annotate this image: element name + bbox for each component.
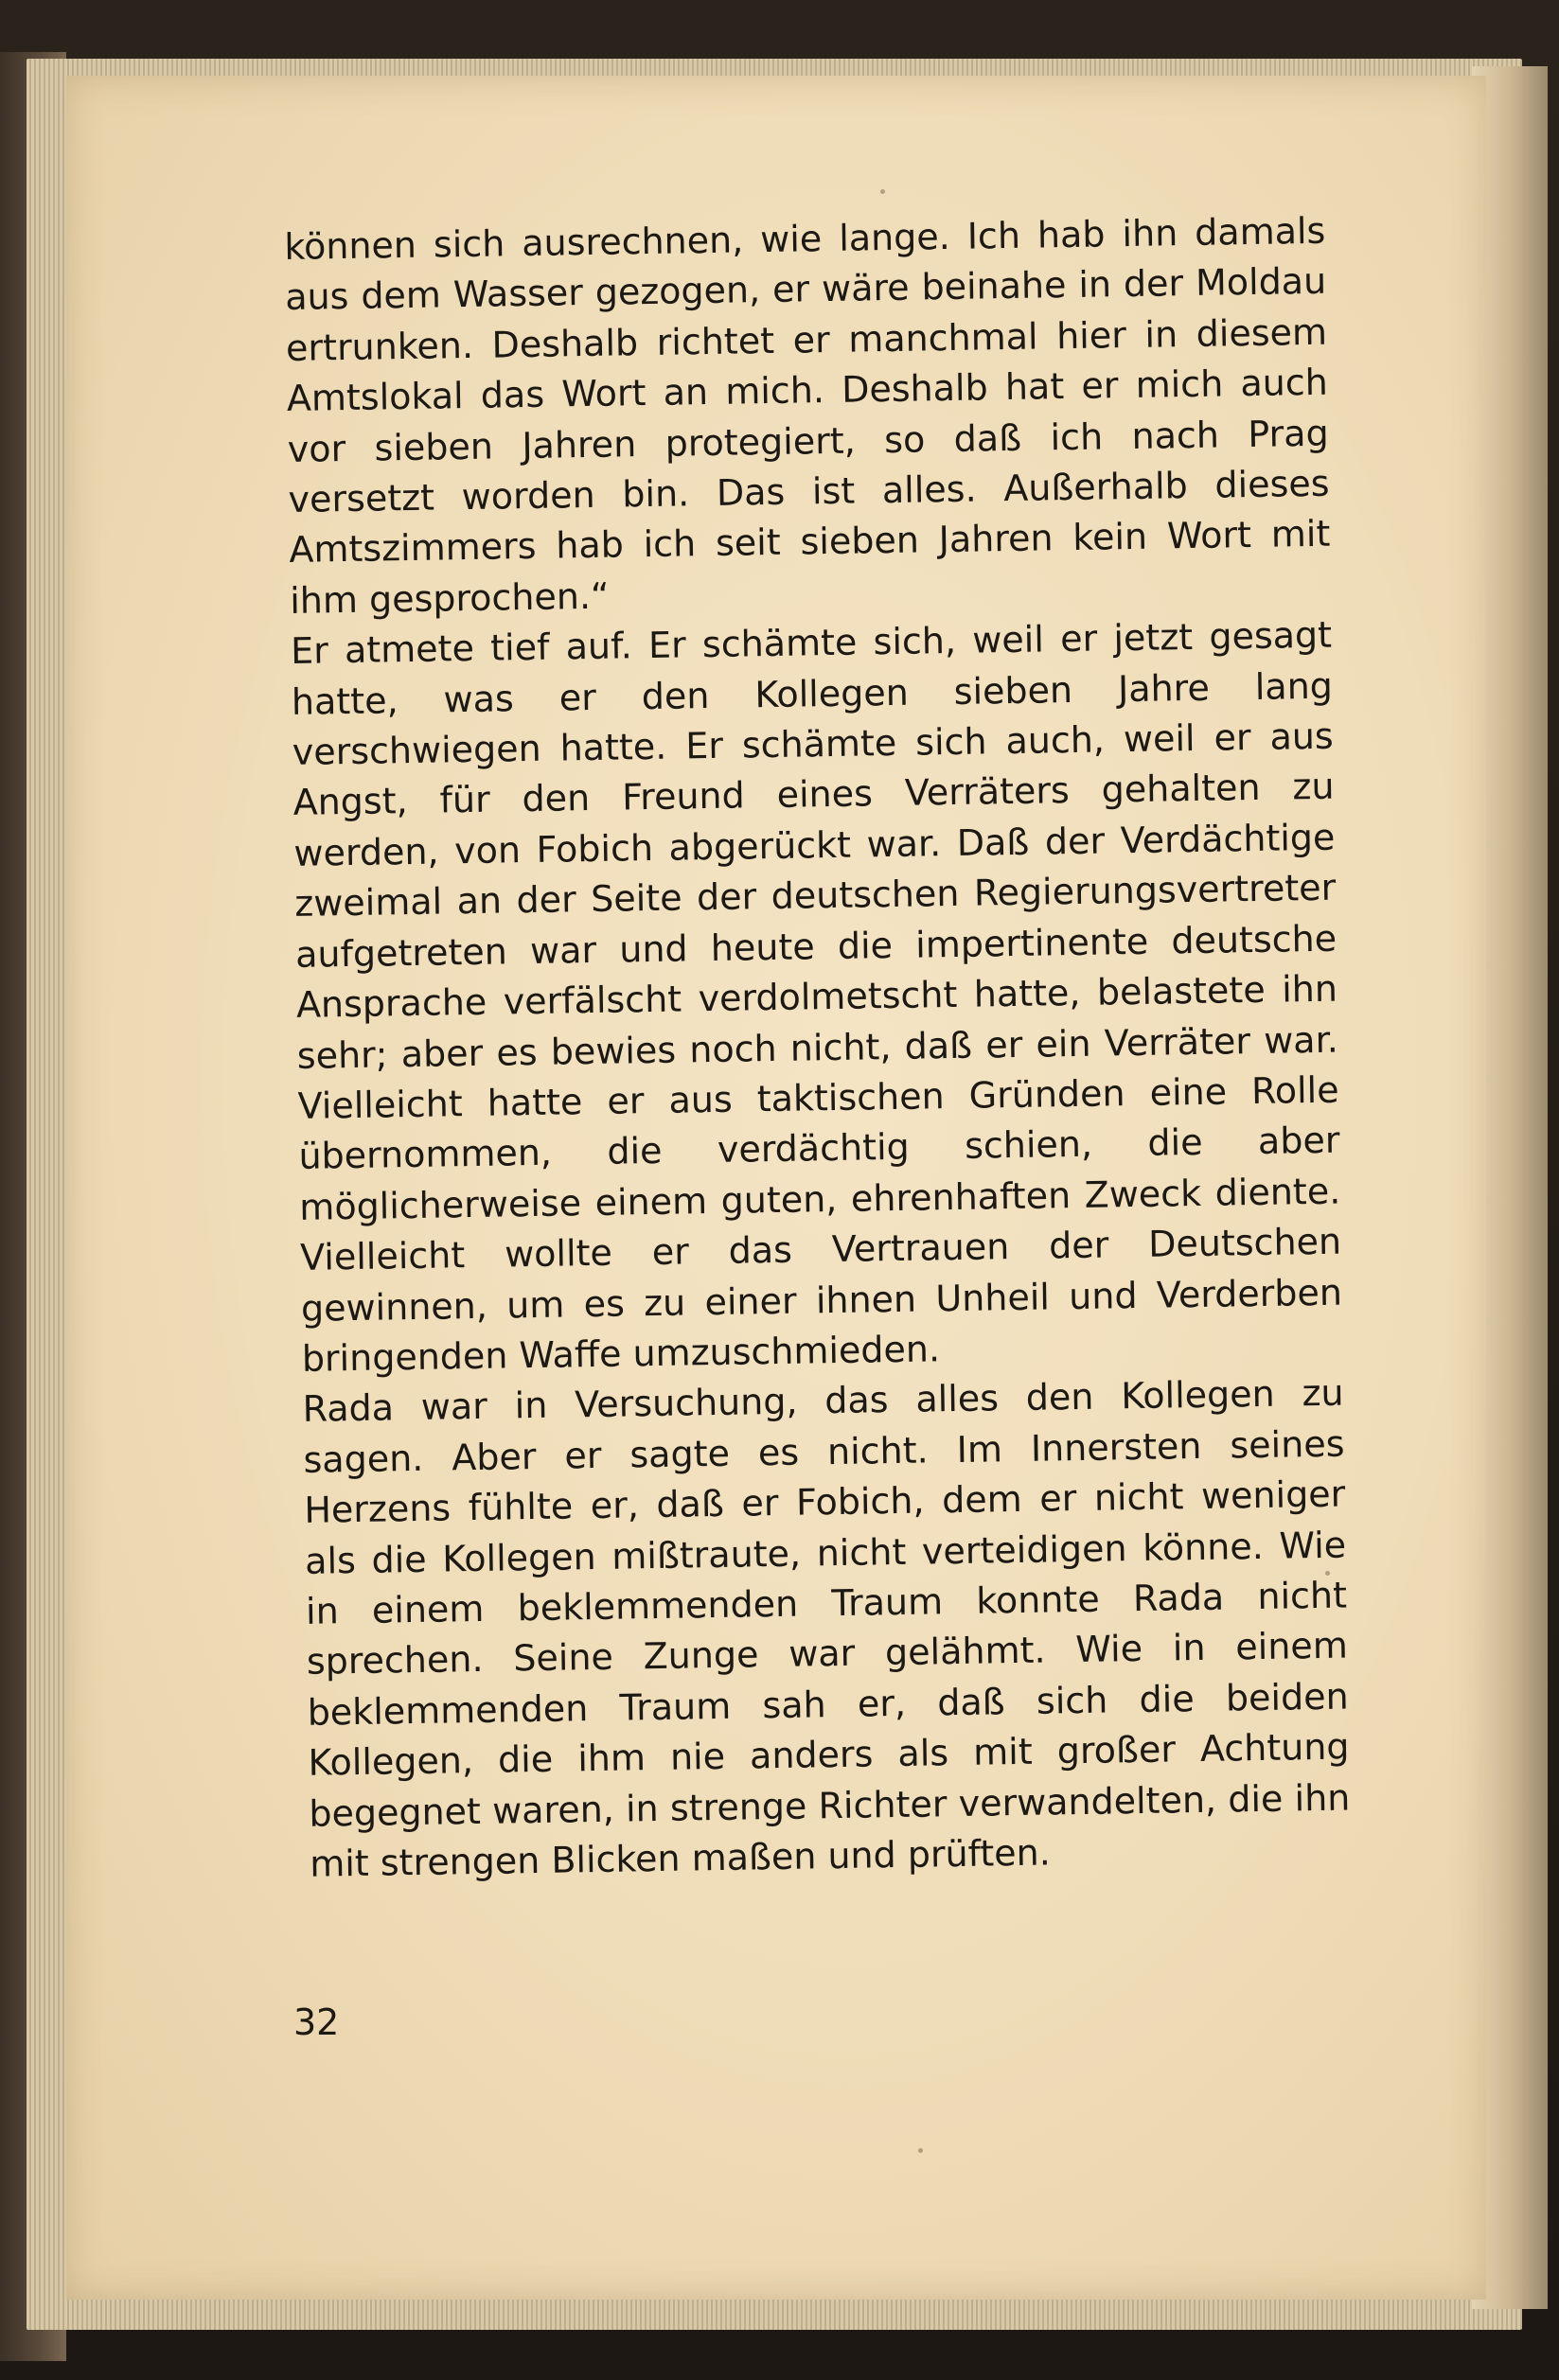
paper-speck bbox=[918, 2148, 923, 2153]
paragraph-2: Er atmete tief auf. Er schämte sich, weil er jetzt gesagt hatte, was er den Kollegen sieben Jahre lang verschwiegen hatte. Er schämte sich auch, weil er aus Angst, für den Freund eines Verräters gehalten zu werden, von Fobich abgerückt war. Daß der Verdächtige zweimal an der Seite der deutschen Regierungsvertreter aufgetreten war und heute die impertinente deutsche Ansprache verfälscht verdolmetscht hatte, belastete ihn sehr; aber es bewies noch nicht, daß er ein Verräter war. Vielleicht hatte er aus taktischen Gründen eine Rolle übernommen, die verdächtig schien, die aber möglicherweise einem guten, ehrenhaften Zweck diente. Vielleicht wollte er das Vertrauen der Deutschen gewinnen, um es zu einer ihnen Unheil und Verderben bringenden Waffe umzuschmieden. bbox=[290, 613, 1343, 1380]
paragraph-3: Rada war in Versuchung, das alles den Kollegen zu sagen. Aber er sagte es nicht. Im Innersten seines Herzens fühlte er, daß er Fobich, dem er nicht weniger als die Kollegen mißtraute, nicht verteidigen könne. Wie in einem beklemmenden Traum konnte Rada nicht sprechen. Seine Zunge war gelähmt. Wie in einem beklemmenden Traum sah er, daß sich die beiden Kollegen, die ihm nie anders als mit großer Achtung begegnet waren, in strenge Richter verwandelten, die ihn mit strengen Blicken maßen und prüften. bbox=[302, 1371, 1351, 1885]
body-text bbox=[284, 206, 1352, 1890]
paragraph-1: können sich ausrechnen, wie lange. Ich hab ihn damals aus dem Wasser gezogen, er wäre beinahe in der Moldau ertrunken. Deshalb richtet er manchmal hier in diesem Amtslokal das Wort an mich. Deshalb hat er mich auch vor sieben Jahren protegiert, so daß ich nach Prag versetzt worden bin. Das ist alles. Außerhalb dieses Amtszimmers hab ich seit sieben Jahren kein Wort mit ihm gesprochen.“ bbox=[284, 209, 1331, 622]
paper-speck bbox=[880, 189, 885, 194]
page-number: 32 bbox=[293, 2001, 340, 2043]
